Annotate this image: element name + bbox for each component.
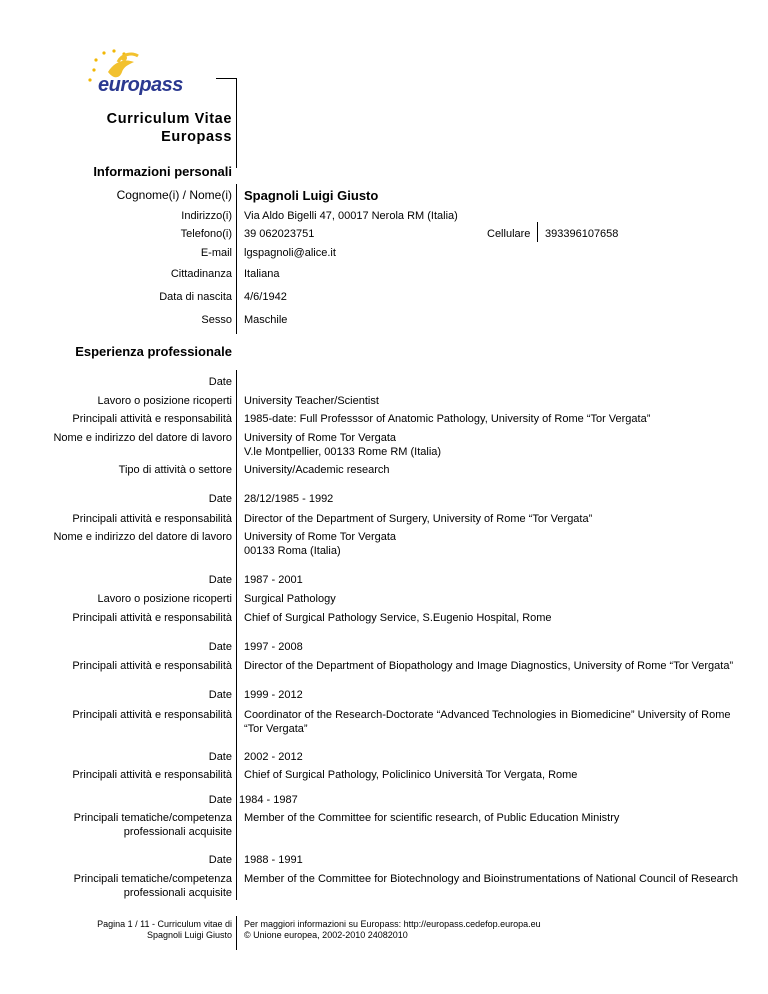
birthdate-value: 4/6/1942 [244,291,287,303]
email-value[interactable]: lgspagnoli@alice.it [244,247,336,259]
logo-text: europass [98,74,183,96]
section-personal-info: Informazioni personali [93,164,232,179]
column-divider-personal [236,184,237,334]
e7-topics-label-line1: Principali tematiche/competenza [73,812,232,824]
footer-europass-link[interactable]: Per maggiori informazioni su Europass: http://europass.cedefop.europa.eu [244,919,541,929]
e8-date-label: Date [208,854,232,866]
e3-date-label: Date [208,574,232,586]
footer-page-info [97,919,232,941]
e1-activities-value: 1985-date: Full Professsor of Anatomic Pathology, University of Rome “Tor Vergata” [244,413,651,425]
sex-value: Maschile [244,314,288,326]
e2-employer-label: Nome e indirizzo del datore di lavoro [53,531,232,543]
e2-employer-line2: 00133 Roma (Italia) [244,545,341,557]
footer-divider [236,916,237,950]
e3-activities-label: Principali attività e responsabilità [72,612,232,624]
e7-date-value: 1984 - 1987 [239,794,298,806]
full-name: Spagnoli Luigi Giusto [244,188,379,203]
e8-topics-label-line2: professionali acquisite [123,887,232,899]
mobile-label: Cellulare [487,228,531,240]
header-rule [216,78,236,79]
footer-copyright: © Unione europea, 2002-2010 24082010 [244,930,408,940]
e6-activities-value: Chief of Surgical Pathology, Policlinico Università Tor Vergata, Rome [244,769,578,781]
e1-position-label: Lavoro o posizione ricoperti [97,395,232,407]
e1-sector-label: Tipo di attività o settore [118,464,232,476]
e8-date-value: 1988 - 1991 [244,854,303,866]
e4-date-label: Date [208,641,232,653]
e6-activities-label: Principali attività e responsabilità [72,769,232,781]
citizenship-label: Cittadinanza [170,268,232,280]
e6-date-value: 2002 - 2012 [244,751,303,763]
e1-activities-label: Principali attività e responsabilità [72,413,232,425]
e5-activities-line2: “Tor Vergata” [244,723,308,735]
birthdate-label: Data di nascita [159,291,232,303]
e3-position-value: Surgical Pathology [244,593,336,605]
footer-page-line1: Pagina 1 / 11 - Curriculum vitae di [97,919,232,929]
column-divider-experience [236,370,237,900]
e3-position-label: Lavoro o posizione ricoperti [97,593,232,605]
e2-activities-label: Principali attività e responsabilità [72,513,232,525]
e1-employer-line2: V.le Montpellier, 00133 Rome RM (Italia) [244,446,442,458]
mobile-value: 393396107658 [545,228,619,240]
e5-date-label: Date [208,689,232,701]
footer-europass-info [244,919,541,941]
e2-activities-value: Director of the Department of Surgery, University of Rome “Tor Vergata” [244,513,593,525]
phone-value: 39 062023751 [244,228,315,240]
e1-sector-value: University/Academic research [244,464,390,476]
e2-date-value: 28/12/1985 - 1992 [244,493,334,505]
citizenship-value: Italiana [244,268,280,280]
email-label: E-mail [200,247,232,259]
section-work-experience: Esperienza professionale [75,344,232,359]
e8-topics-value: Member of the Committee for Biotechnology and Bioinstrumentations of National Council of Research [244,873,739,885]
e6-date-label: Date [208,751,232,763]
e3-date-value: 1987 - 2001 [244,574,303,586]
footer-page-line2: Spagnoli Luigi Giusto [146,930,232,940]
sex-label: Sesso [201,314,232,326]
e4-activities-label: Principali attività e responsabilità [72,660,232,672]
e4-date-value: 1997 - 2008 [244,641,303,653]
e1-employer-label: Nome e indirizzo del datore di lavoro [53,432,232,444]
e4-activities-value: Director of the Department of Biopathology and Image Diagnostics, University of Rome “Tor Vergata” [244,660,734,672]
phone-label: Telefono(i) [180,228,232,240]
cv-title-line2: Europass [161,129,232,145]
address-label: Indirizzo(i) [181,210,232,222]
e5-activities-line1: Coordinator of the Research-Doctorate “Advanced Technologies in Biomedicine” University of Rome [244,709,731,721]
e1-employer-line1: University of Rome Tor Vergata [244,432,397,444]
header-vertical-rule [236,78,237,168]
e1-position-value: University Teacher/Scientist [244,395,379,407]
e7-date-label: Date [208,794,232,806]
address-value: Via Aldo Bigelli 47, 00017 Nerola RM (Italia) [244,210,458,222]
name-label: Cognome(i) / Nome(i) [116,188,232,202]
cv-title-line1: Curriculum Vitae [106,111,232,127]
e5-date-value: 1999 - 2012 [244,689,303,701]
e1-date-label: Date [208,376,232,388]
e5-activities-label: Principali attività e responsabilità [72,709,232,721]
e7-topics-value: Member of the Committee for scientific research, of Public Education Ministry [244,812,620,824]
e3-activities-value: Chief of Surgical Pathology Service, S.Eugenio Hospital, Rome [244,612,552,624]
mobile-divider [537,222,538,242]
e2-date-label: Date [208,493,232,505]
e2-employer-line1: University of Rome Tor Vergata [244,531,397,543]
e7-topics-label-line2: professionali acquisite [123,826,232,838]
e8-topics-label-line1: Principali tematiche/competenza [73,873,232,885]
europass-logo [78,44,238,100]
